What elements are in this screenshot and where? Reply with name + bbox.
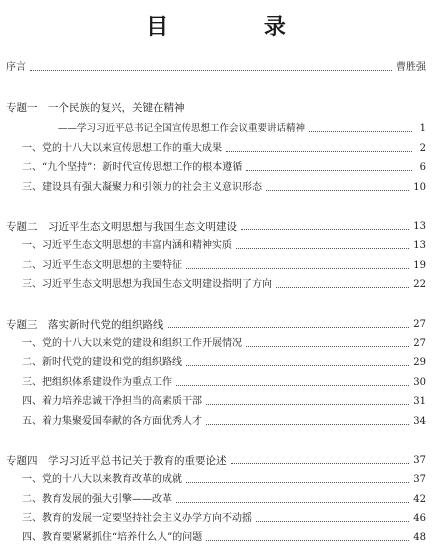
dot-leader — [231, 463, 410, 464]
toc-section[interactable] — [0, 238, 432, 252]
dot-leader — [206, 540, 409, 541]
toc-page: 2 — [419, 143, 426, 154]
toc-label: 二、习近平生态文明思想的主要特征 — [22, 260, 182, 271]
dot-leader — [30, 70, 392, 71]
toc-page: 13 — [413, 240, 426, 251]
toc-section[interactable] — [0, 277, 432, 291]
toc-section[interactable] — [0, 414, 432, 428]
toc-page: 27 — [413, 338, 426, 349]
toc-section[interactable] — [0, 375, 432, 389]
toc-section[interactable] — [0, 472, 432, 486]
toc-label: 一、党的十八大以来党的建设和组织工作开展情况 — [22, 338, 242, 349]
toc-label: 二、“九个坚持”：新时代宣传思想工作的根本遵循 — [22, 162, 243, 173]
dot-leader — [241, 229, 409, 230]
toc-page: 22 — [413, 279, 426, 290]
toc-chapter[interactable] — [0, 100, 432, 114]
toc-label: 一、党的十八大以来教育改革的成就 — [22, 474, 182, 485]
toc-subtitle[interactable] — [0, 121, 432, 135]
toc-section[interactable] — [0, 492, 432, 506]
toc-page: 37 — [413, 474, 426, 485]
toc-author: 曹胜强 — [396, 62, 426, 73]
toc-page: 13 — [413, 221, 426, 232]
toc-section[interactable] — [0, 258, 432, 272]
dot-leader — [186, 268, 409, 269]
dot-leader — [276, 287, 409, 288]
toc-section[interactable] — [0, 511, 432, 525]
toc-section[interactable] — [0, 336, 432, 350]
dot-leader — [266, 190, 409, 191]
toc-section[interactable] — [0, 180, 432, 194]
dot-leader — [309, 131, 412, 132]
toc-page: 10 — [413, 182, 426, 193]
toc-page: 46 — [413, 513, 426, 524]
toc-page: 31 — [413, 396, 426, 407]
dot-leader — [206, 404, 409, 405]
toc-page: 30 — [413, 377, 426, 388]
toc-label: 一、习近平生态文明思想的丰富内涵和精神实质 — [22, 240, 232, 251]
toc-label: 序言 — [6, 62, 26, 73]
toc-section[interactable] — [0, 355, 432, 369]
toc-page: 37 — [413, 455, 426, 466]
toc-label: 一、党的十八大以来宣传思想工作的重大成果 — [22, 143, 222, 154]
toc-label: 二、教育发展的强大引擎——改革 — [22, 494, 172, 505]
toc-preface[interactable] — [0, 60, 432, 74]
toc-section[interactable] — [0, 160, 432, 174]
dot-leader — [168, 327, 410, 328]
toc-label: 三、建设具有强大凝聚力和引领力的社会主义意识形态 — [22, 182, 262, 193]
toc-label: 四、着力培养忠诚干净担当的高素质干部 — [22, 396, 202, 407]
toc-chapter[interactable] — [0, 317, 432, 331]
toc-chapter[interactable] — [0, 219, 432, 233]
toc-page: 34 — [413, 416, 426, 427]
toc-chapter-title: 专题三 落实新时代党的组织路线 — [6, 319, 164, 331]
dot-leader — [246, 346, 409, 347]
toc-page: 42 — [413, 494, 426, 505]
toc-label: 三、习近平生态文明思想为我国生态文明建设指明了方向 — [22, 279, 272, 290]
toc-page: 27 — [413, 319, 426, 330]
toc-section[interactable] — [0, 141, 432, 155]
dot-leader — [246, 170, 412, 171]
toc-label: 五、着力集聚爱国奉献的各方面优秀人才 — [22, 416, 202, 427]
page-title: 目 录 — [146, 14, 330, 40]
toc-page: 48 — [413, 532, 426, 543]
toc-section[interactable] — [0, 394, 432, 408]
toc-chapter-title: 专题二 习近平生态文明思想与我国生态文明建设 — [6, 221, 237, 233]
toc-chapter-title: 专题一 一个民族的复兴，关键在精神 — [6, 102, 185, 114]
dot-leader — [176, 502, 409, 503]
dot-leader — [206, 424, 409, 425]
toc-page: 19 — [413, 260, 426, 271]
dot-leader — [176, 385, 409, 386]
toc-label: ——学习习近平总书记全国宣传思想工作会议重要讲话精神 — [58, 123, 306, 134]
toc-chapter-title: 专题四 学习习近平总书记关于教育的重要论述 — [6, 455, 227, 467]
toc-section[interactable] — [0, 530, 432, 544]
toc-label: 二、新时代党的建设和党的组织路线 — [22, 357, 182, 368]
dot-leader — [186, 482, 409, 483]
dot-leader — [226, 151, 412, 152]
toc-page: 6 — [419, 162, 426, 173]
toc-label: 三、教育的发展一定要坚持社会主义办学方向不动摇 — [22, 513, 252, 524]
toc-label: 三、把组织体系建设作为重点工作 — [22, 377, 172, 388]
toc-page: 29 — [413, 357, 426, 368]
dot-leader — [256, 521, 409, 522]
dot-leader — [236, 248, 409, 249]
dot-leader — [186, 365, 409, 366]
toc-label: 四、教育要紧紧抓住“培养什么人”的问题 — [22, 532, 203, 543]
toc-chapter[interactable] — [0, 453, 432, 467]
toc-page: 1 — [419, 123, 426, 134]
